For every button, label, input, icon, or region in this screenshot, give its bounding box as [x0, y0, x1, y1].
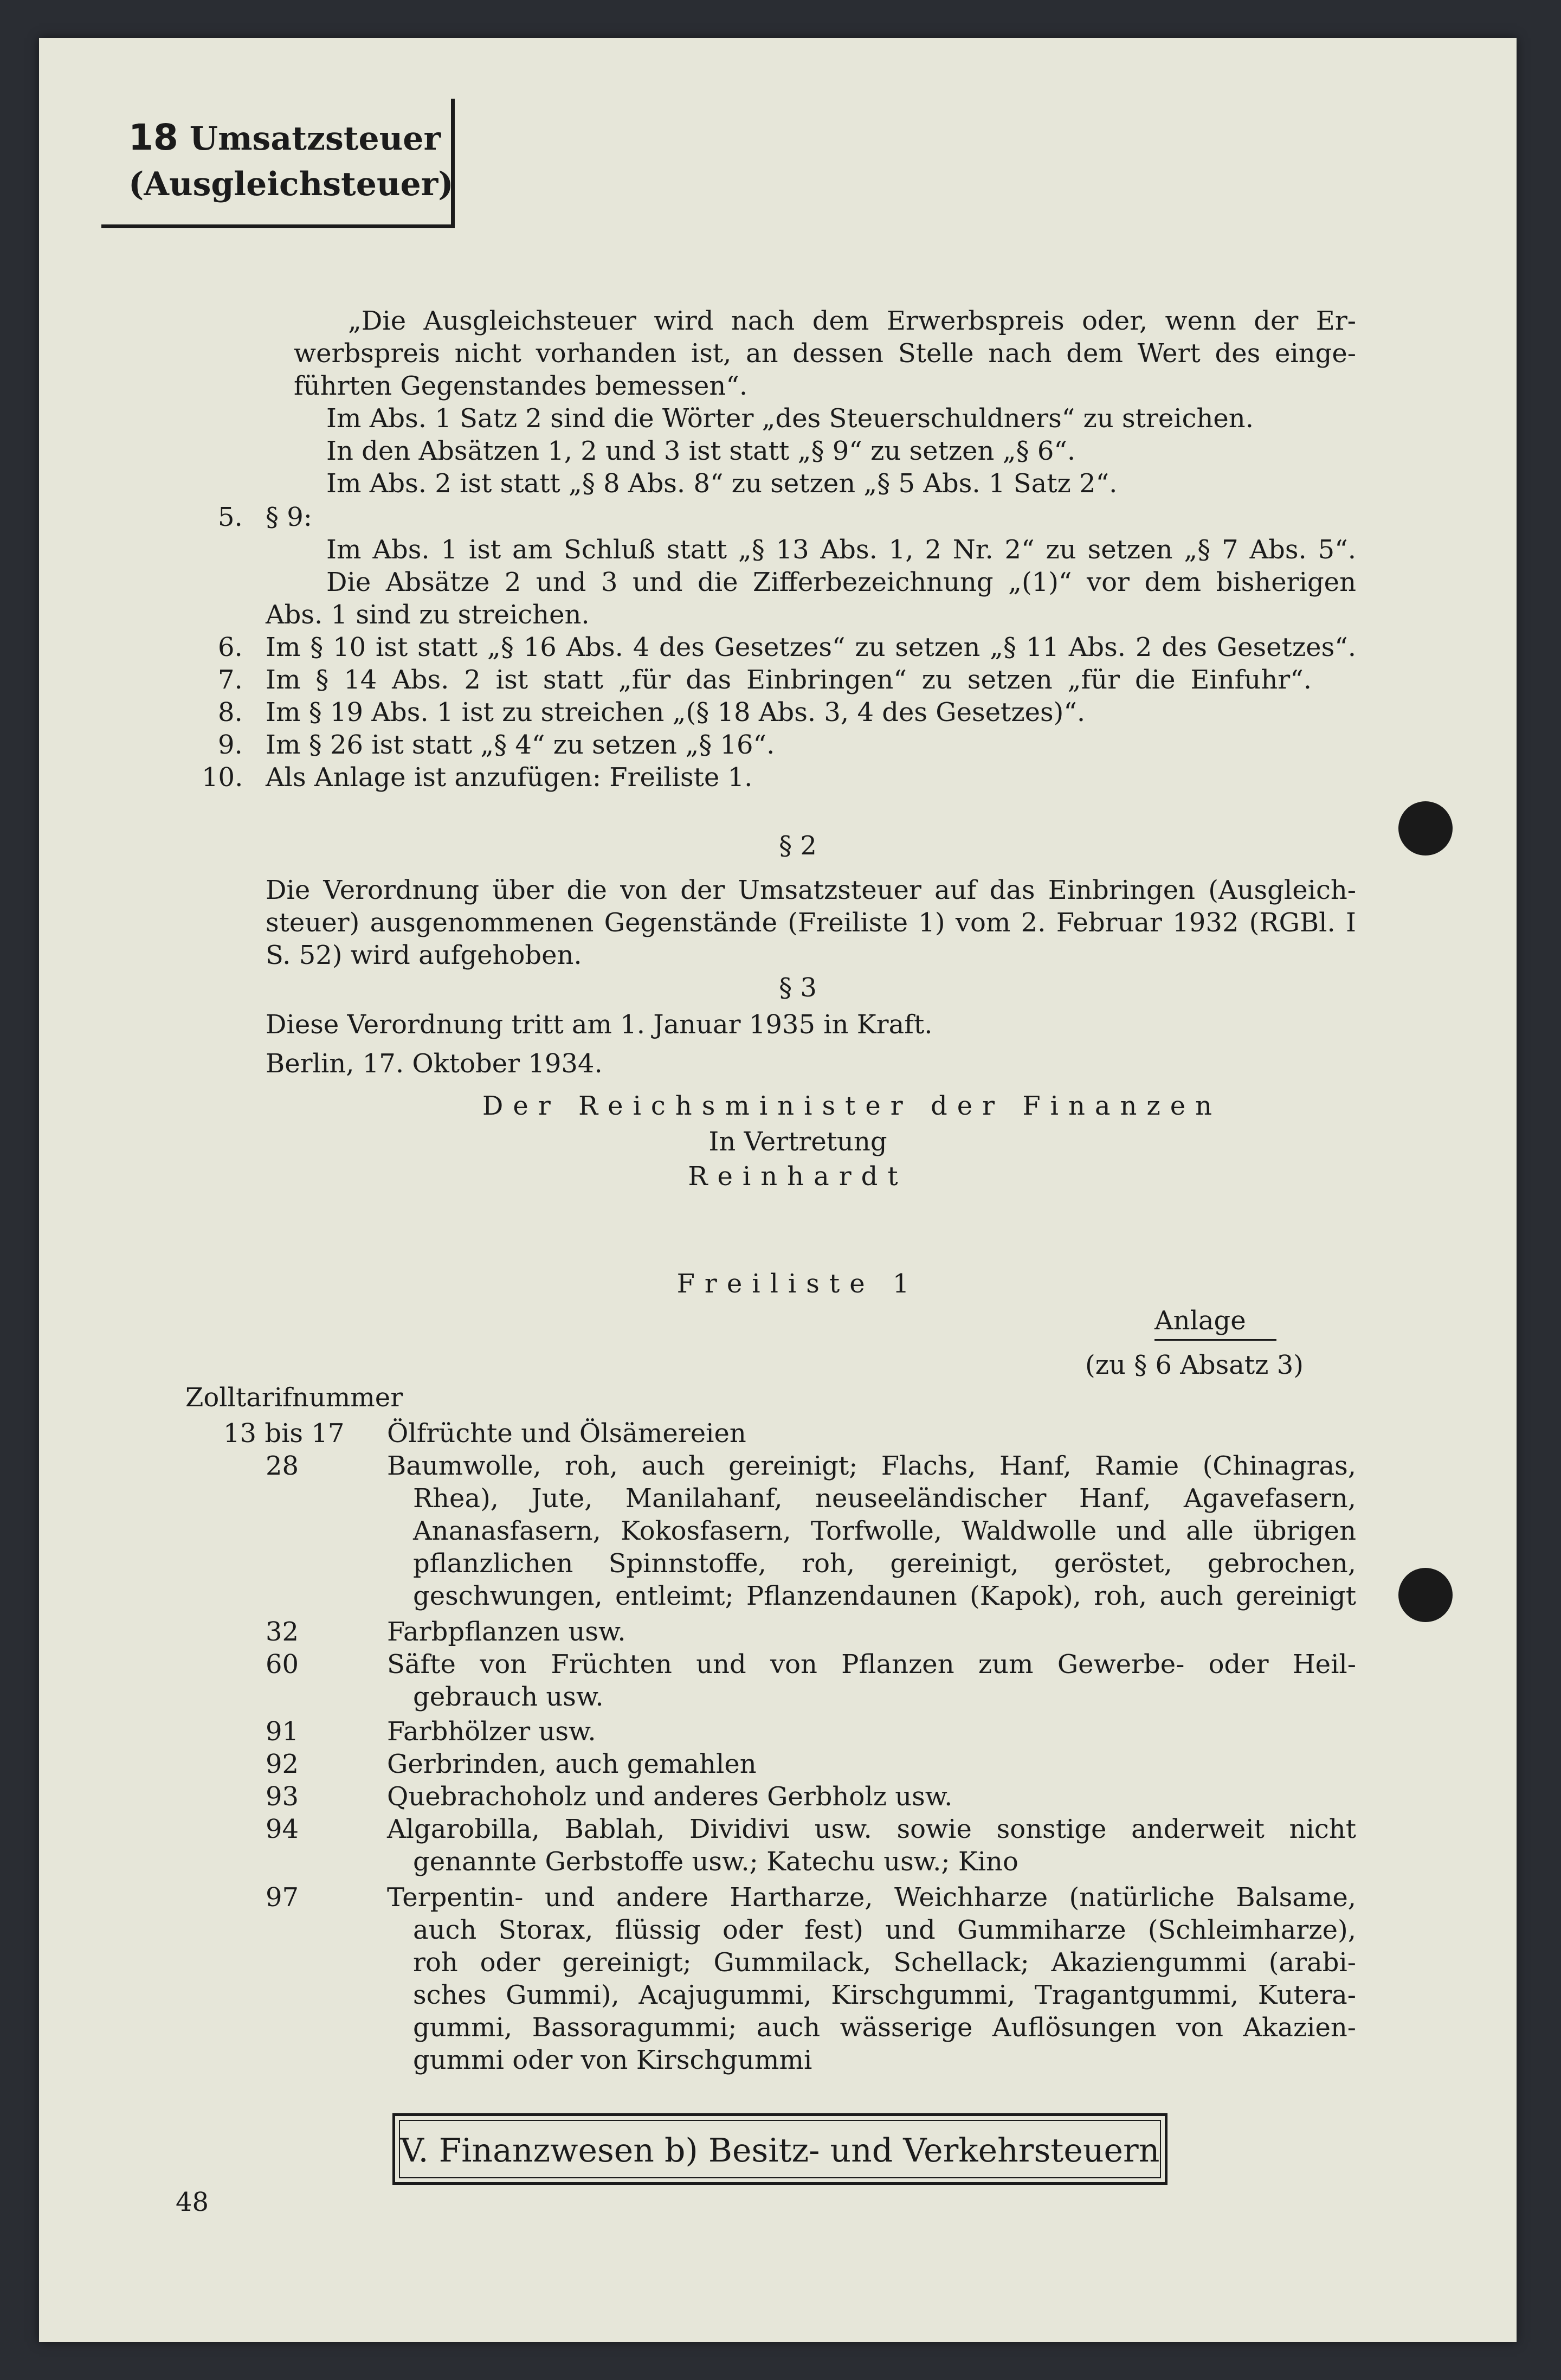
entry-2-number: 28 [266, 1451, 299, 1481]
amendment-line-4: Im Abs. 1 Satz 2 sind die Wörter „des Steuerschuldners“ zu streichen. [326, 403, 1254, 434]
entry-9-line-6: gummi oder von Kirschgummi [413, 2045, 812, 2075]
representation: In Vertretung [708, 1127, 887, 1157]
entry-7-number: 93 [266, 1781, 299, 1812]
entry-9-line-3: roh oder gereinigt; Gummilack, Schellack; Akaziengummi (arabi- [413, 1947, 1356, 1978]
header-line1: Umsatzsteuer [189, 120, 441, 158]
signature: Reinhardt [688, 1161, 908, 1192]
item-10-text: Als Anlage ist anzufügen: Freiliste 1. [266, 762, 753, 793]
entry-3-number: 32 [266, 1617, 299, 1647]
entry-6-text: Gerbrinden, auch gemahlen [387, 1749, 757, 1779]
punch-hole-bottom [1398, 1568, 1453, 1622]
section-2-line-2: steuer) ausgenommenen Gegenstände (Freiliste 1) vom 2. Februar 1932 (RGBl. I [266, 908, 1356, 938]
anlage-underline [1154, 1339, 1276, 1341]
entry-2-line-5: geschwungen, entleimt; Pflanzendaunen (Kapok), roh, auch gereinigt [413, 1581, 1356, 1611]
minister-title: Der Reichsminister der Finanzen [482, 1091, 1222, 1121]
column-header-zolltarifnummer: Zolltarifnummer [185, 1382, 403, 1413]
entry-3-text: Farbpflanzen usw. [387, 1617, 626, 1647]
section-2-line-1: Die Verordnung über die von der Umsatzsteuer auf das Einbringen (Ausgleich- [266, 875, 1356, 905]
entry-9-line-1: Terpentin- und andere Hartharze, Weichharze (natürliche Balsame, [387, 1882, 1356, 1913]
entry-4-number: 60 [266, 1649, 299, 1680]
item-5-text: § 9: [266, 502, 312, 532]
item-7-text: Im § 14 Abs. 2 ist statt „für das Einbringen“ zu setzen „für die Einfuhr“. [266, 665, 1312, 695]
quote-line-1: „Die Ausgleichsteuer wird nach dem Erwerbspreis oder, wenn der Er- [348, 306, 1356, 336]
entry-1-text: Ölfrüchte und Ölsämereien [387, 1418, 746, 1449]
item-number-5: 5. [218, 502, 243, 532]
anlage-label: Anlage [1154, 1305, 1246, 1336]
header-number: 18 [128, 117, 178, 158]
page-number: 48 [176, 2187, 209, 2217]
header-title [128, 115, 454, 207]
amendment-line-5: In den Absätzen 1, 2 und 3 ist statt „§ 9“ zu setzen „§ 6“. [326, 436, 1076, 466]
section-2-heading: § 2 [779, 831, 817, 861]
item-5-line-1: Im Abs. 1 ist am Schluß statt „§ 13 Abs. 1, 2 Nr. 2“ zu setzen „§ 7 Abs. 5“. [326, 535, 1356, 565]
freiliste-title: Freiliste 1 [676, 1269, 919, 1299]
section-footer-box [392, 2113, 1167, 2185]
item-number-7: 7. [218, 665, 243, 695]
entry-2-line-1: Baumwolle, roh, auch gereinigt; Flachs, Hanf, Ramie (Chinagras, [387, 1451, 1356, 1481]
quote-line-2: werbspreis nicht vorhanden ist, an dessen Stelle nach dem Wert des einge- [294, 338, 1356, 369]
item-5-line-2: Die Absätze 2 und 3 und die Zifferbezeichnung „(1)“ vor dem bisherigen [326, 567, 1356, 597]
entry-8-line-1: Algarobilla, Bablah, Dividivi usw. sowie sonstige anderweit nicht [387, 1814, 1356, 1844]
entry-9-line-5: gummi, Bassoragummi; auch wässerige Auflösungen von Akazien- [413, 2012, 1356, 2043]
entry-1-number: 13 bis 17 [223, 1418, 345, 1449]
entry-7-text: Quebrachoholz und anderes Gerbholz usw. [387, 1781, 953, 1812]
entry-9-number: 97 [266, 1882, 299, 1913]
entry-4-line-1: Säfte von Früchten und von Pflanzen zum Gewerbe- oder Heil- [387, 1649, 1356, 1680]
punch-hole-top [1398, 801, 1453, 855]
entry-4-line-2: gebrauch usw. [413, 1682, 604, 1712]
section-3-heading: § 3 [779, 973, 817, 1003]
amendment-line-6: Im Abs. 2 ist statt „§ 8 Abs. 8“ zu setzen „§ 5 Abs. 1 Satz 2“. [326, 468, 1118, 499]
entry-9-line-4: sches Gummi), Acajugummi, Kirschgummi, Tragantgummi, Kutera- [413, 1980, 1356, 2010]
item-number-6: 6. [218, 632, 243, 662]
section-2-line-3: S. 52) wird aufgehoben. [266, 940, 582, 970]
place-date: Berlin, 17. Oktober 1934. [266, 1049, 603, 1079]
item-6-text: Im § 10 ist statt „§ 16 Abs. 4 des Gesetzes“ zu setzen „§ 11 Abs. 2 des Gesetzes“. [266, 632, 1356, 662]
document-page [39, 38, 1517, 2342]
item-5-line-3: Abs. 1 sind zu streichen. [266, 600, 590, 630]
quote-line-3: führten Gegenstandes bemessen“. [294, 371, 748, 401]
entry-8-line-2: genannte Gerbstoffe usw.; Katechu usw.; Kino [413, 1847, 1018, 1877]
entry-2-line-2: Rhea), Jute, Manilahanf, neuseeländischer Hanf, Agavefasern, [413, 1483, 1356, 1514]
section-footer-text: V. Finanzwesen b) Besitz- und Verkehrsteuern [400, 2132, 1160, 2170]
header-box [101, 99, 455, 228]
entry-6-number: 92 [266, 1749, 299, 1779]
item-number-8: 8. [218, 697, 243, 728]
entry-9-line-2: auch Storax, flüssig oder fest) und Gummiharze (Schleimharze), [413, 1915, 1356, 1945]
item-8-text: Im § 19 Abs. 1 ist zu streichen „(§ 18 Abs. 3, 4 des Gesetzes)“. [266, 697, 1086, 728]
entry-2-line-3: Ananasfasern, Kokosfasern, Torfwolle, Waldwolle und alle übrigen [413, 1516, 1356, 1546]
anlage-reference: (zu § 6 Absatz 3) [1085, 1350, 1304, 1380]
item-9-text: Im § 26 ist statt „§ 4“ zu setzen „§ 16“. [266, 730, 775, 760]
item-number-9: 9. [218, 730, 243, 760]
section-3-line-1: Diese Verordnung tritt am 1. Januar 1935 in Kraft. [266, 1009, 933, 1040]
entry-5-number: 91 [266, 1716, 299, 1747]
item-number-10: 10. [202, 762, 243, 793]
entry-5-text: Farbhölzer usw. [387, 1716, 596, 1747]
entry-8-number: 94 [266, 1814, 299, 1844]
entry-2-line-4: pflanzlichen Spinnstoffe, roh, gereinigt, geröstet, gebrochen, [413, 1548, 1356, 1579]
header-line2: (Ausgleichsteuer) [128, 165, 454, 203]
